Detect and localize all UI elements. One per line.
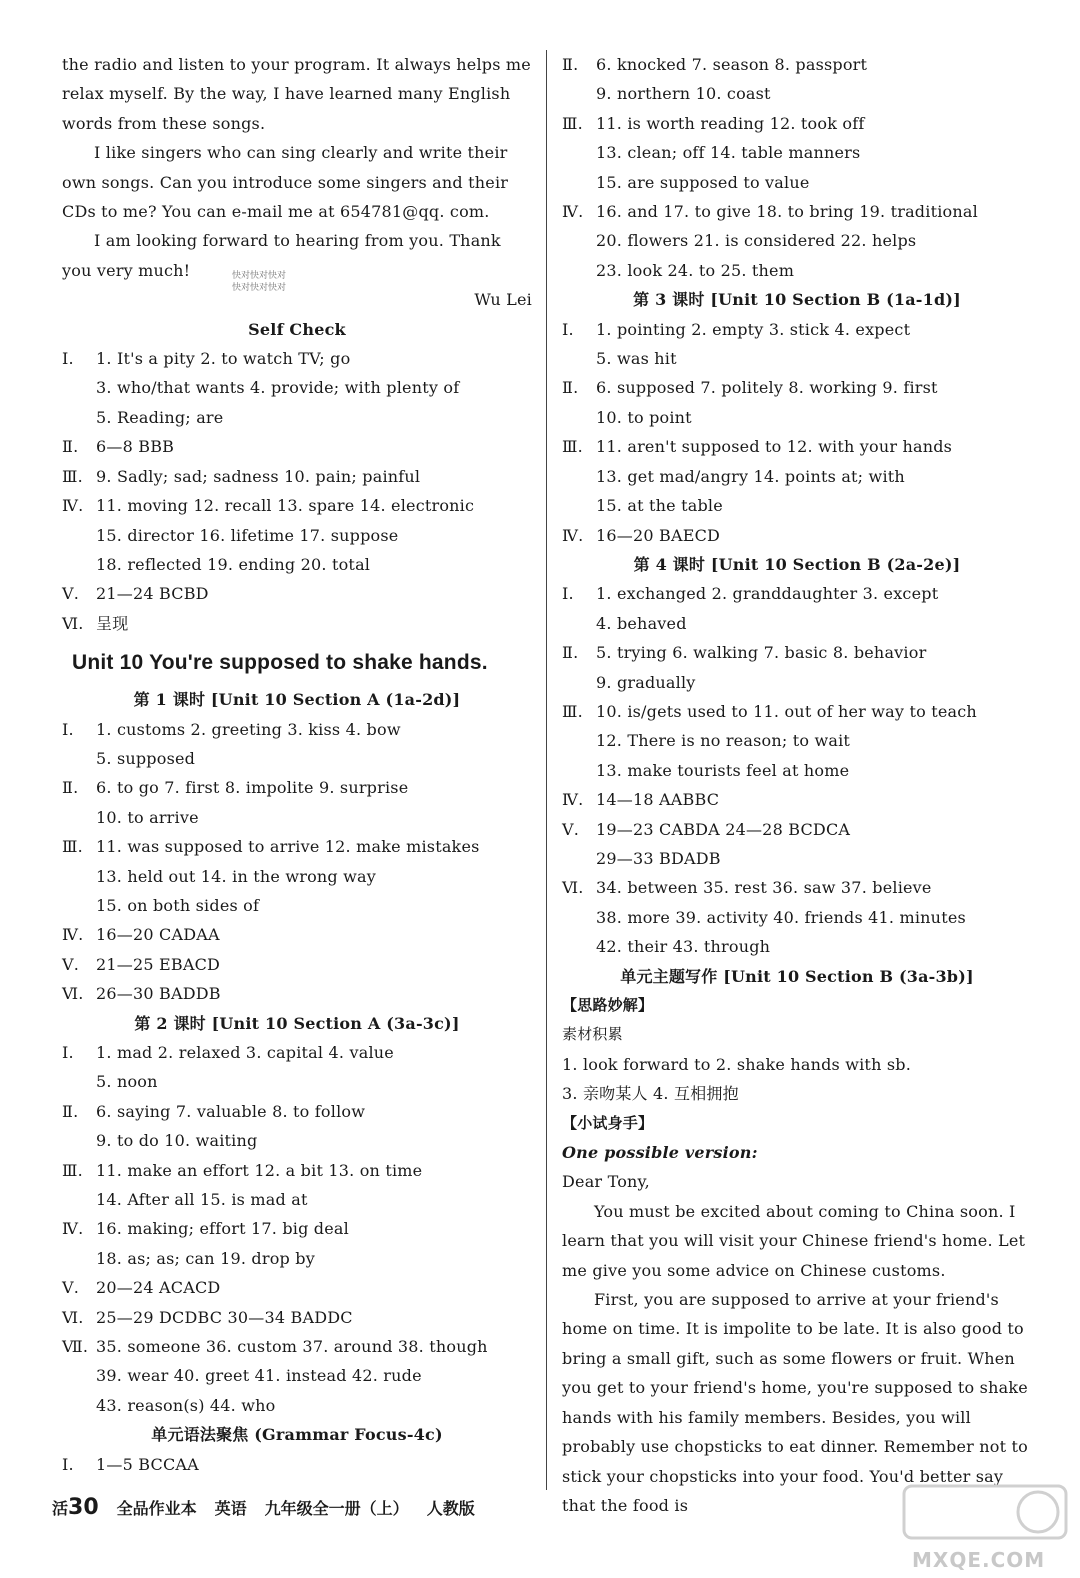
answer-text: 13. clean; off 14. table manners bbox=[596, 143, 861, 163]
answer-line bbox=[62, 521, 532, 550]
answer-text: 1. pointing 2. empty 3. stick 4. expect bbox=[596, 319, 911, 339]
letter-paragraph-3: I am looking forward to hearing from you. Thank you very much! bbox=[62, 231, 501, 280]
answer-line bbox=[562, 462, 1032, 491]
exercise-number: Ⅳ. bbox=[562, 202, 584, 222]
answer-text: 10. to point bbox=[596, 407, 692, 427]
answer-line bbox=[62, 715, 532, 744]
exercise-number: Ⅲ. bbox=[62, 466, 83, 486]
stamp-line-2: 快对快对快对 bbox=[232, 283, 287, 293]
answer-text: 13. make tourists feel at home bbox=[596, 760, 850, 780]
exercise-number: Ⅱ. bbox=[62, 1101, 79, 1121]
answer-text: 39. wear 40. greet 41. instead 42. rude bbox=[96, 1366, 422, 1386]
answer-line bbox=[62, 1156, 532, 1185]
version-label: One possible version: bbox=[562, 1143, 758, 1163]
exercise-number: Ⅴ. bbox=[562, 819, 580, 839]
answer-line bbox=[562, 785, 1032, 814]
exercise-number bbox=[562, 932, 596, 961]
exercise-number bbox=[62, 1126, 96, 1155]
answer-line bbox=[562, 579, 1032, 608]
answer-text: 11. is worth reading 12. took off bbox=[596, 113, 865, 133]
exercise-number: Ⅱ. bbox=[62, 437, 79, 457]
material-header: 素材积累 bbox=[562, 1025, 623, 1044]
exercise-number bbox=[562, 226, 596, 255]
exercise-number: Ⅴ. bbox=[62, 584, 80, 604]
exercise-number: Ⅳ. bbox=[62, 496, 84, 516]
letter-signature: Wu Lei bbox=[474, 290, 532, 310]
answer-line bbox=[62, 920, 532, 949]
answer-text: 21—24 BCBD bbox=[96, 584, 209, 604]
answer-text: 9. gradually bbox=[596, 672, 696, 692]
exercise-number: Ⅰ. bbox=[62, 719, 74, 739]
answer-text: 13. held out 14. in the wrong way bbox=[96, 866, 377, 886]
answer-line bbox=[562, 256, 1032, 285]
exercise-number bbox=[562, 344, 596, 373]
essay-paragraph-1: You must be excited about coming to China soon. I learn that you will visit your Chinese friend's home. Let me give you some advice on Chinese customs. bbox=[562, 1201, 1026, 1280]
exercise-number: Ⅰ. bbox=[62, 1454, 74, 1474]
answer-text: 5. trying 6. walking 7. basic 8. behavior bbox=[596, 643, 927, 663]
answer-text: 12. There is no reason; to wait bbox=[596, 731, 851, 751]
answer-text: 6. supposed 7. politely 8. working 9. first bbox=[596, 378, 938, 398]
exercise-number bbox=[62, 803, 96, 832]
answer-line bbox=[62, 1067, 532, 1096]
answer-line bbox=[62, 579, 532, 608]
answer-line bbox=[62, 550, 532, 579]
answer-line bbox=[562, 903, 1032, 932]
page-footer bbox=[52, 1495, 475, 1525]
exercise-number: Ⅰ. bbox=[562, 584, 574, 604]
answer-text: 20—24 ACACD bbox=[96, 1278, 221, 1298]
answer-text: 9. Sadly; sad; sadness 10. pain; painful bbox=[96, 466, 421, 486]
answer-text: 呈现 bbox=[96, 613, 129, 633]
answer-text: 20. flowers 21. is considered 22. helps bbox=[596, 231, 917, 251]
answer-line bbox=[62, 773, 532, 802]
answer-text: 15. director 16. lifetime 17. suppose bbox=[96, 525, 399, 545]
grammar-title: 单元语法聚焦 (Grammar Focus-4c) bbox=[151, 1425, 443, 1445]
answer-line bbox=[62, 1303, 532, 1332]
exercise-number: Ⅵ. bbox=[62, 1307, 84, 1327]
exercise-number bbox=[62, 1185, 96, 1214]
answer-line bbox=[562, 491, 1032, 520]
answer-text: 11. moving 12. recall 13. spare 14. electronic bbox=[96, 496, 475, 516]
idea-header: 【思路妙解】 bbox=[562, 996, 654, 1014]
exercise-number: Ⅰ. bbox=[62, 1043, 74, 1062]
answer-text: 26—30 BADDB bbox=[96, 984, 221, 1004]
answer-text: 15. on both sides of bbox=[96, 895, 260, 915]
lesson-4-title: 第 4 课时 [Unit 10 Section B (2a-2e)] bbox=[633, 554, 961, 574]
answer-text: 23. look 24. to 25. them bbox=[596, 260, 795, 280]
exercise-number: Ⅶ. bbox=[62, 1337, 89, 1357]
answer-line bbox=[62, 344, 532, 373]
answer-text: 13. get mad/angry 14. points at; with bbox=[596, 466, 905, 486]
answer-line bbox=[62, 979, 532, 1008]
left-column bbox=[62, 50, 532, 1490]
answer-text: 34. between 35. rest 36. saw 37. believe bbox=[596, 878, 932, 898]
answer-text: 5. was hit bbox=[596, 349, 677, 369]
exercise-number: Ⅴ. bbox=[62, 954, 80, 974]
exercise-number bbox=[62, 1361, 96, 1390]
answer-line bbox=[62, 891, 532, 920]
answer-line bbox=[562, 815, 1032, 844]
exercise-number bbox=[62, 1244, 96, 1273]
answer-line bbox=[62, 803, 532, 832]
answer-line bbox=[62, 862, 532, 891]
exercise-number: Ⅱ. bbox=[562, 55, 579, 74]
material-line-2: 3. 亲吻某人 4. 互相拥抱 bbox=[562, 1084, 739, 1104]
exercise-number bbox=[562, 138, 596, 167]
stamp-line-1: 快对快对快对 bbox=[232, 271, 287, 281]
exercise-number: Ⅱ. bbox=[562, 643, 579, 663]
grammar-list bbox=[62, 1450, 532, 1479]
answer-line bbox=[562, 50, 1032, 79]
answer-line bbox=[562, 756, 1032, 785]
answer-text: 10. is/gets used to 11. out of her way to teach bbox=[596, 701, 977, 721]
answer-line bbox=[562, 638, 1032, 667]
answer-text: 14—18 AABBC bbox=[596, 790, 720, 810]
answer-text: 6—8 BBB bbox=[96, 437, 175, 457]
answer-text: 11. make an effort 12. a bit 13. on time bbox=[96, 1160, 423, 1180]
answer-line bbox=[562, 609, 1032, 638]
answer-text: 11. aren't supposed to 12. with your hands bbox=[596, 437, 953, 457]
answer-line bbox=[562, 373, 1032, 402]
lesson-3-title: 第 3 课时 [Unit 10 Section B (1a-1d)] bbox=[633, 290, 961, 310]
answer-text: 21—25 EBACD bbox=[96, 954, 221, 974]
answer-line bbox=[562, 873, 1032, 902]
exercise-number: Ⅰ. bbox=[62, 349, 74, 369]
answer-text: 1—5 BCCAA bbox=[96, 1454, 199, 1474]
exercise-number bbox=[62, 403, 96, 432]
self-check-list bbox=[62, 344, 532, 638]
answer-line bbox=[62, 1332, 532, 1361]
lesson-2-title: 第 2 课时 [Unit 10 Section A (3a-3c)] bbox=[134, 1013, 460, 1033]
answer-text: 6. saying 7. valuable 8. to follow bbox=[96, 1101, 366, 1121]
unit-title: Unit 10 You're supposed to shake hands. bbox=[72, 651, 488, 675]
answer-text: 16—20 CADAA bbox=[96, 925, 220, 945]
answer-line bbox=[562, 668, 1032, 697]
exercise-number: Ⅰ. bbox=[562, 319, 574, 339]
exercise-number: Ⅱ. bbox=[62, 778, 79, 798]
grammar-continued-list bbox=[562, 50, 1032, 285]
exercise-number bbox=[562, 726, 596, 755]
answer-text: 5. noon bbox=[96, 1072, 158, 1092]
exercise-number: Ⅳ. bbox=[62, 925, 84, 945]
footer-page-number bbox=[52, 1495, 99, 1520]
exercise-number: Ⅱ. bbox=[562, 378, 579, 398]
answer-text: 11. was supposed to arrive 12. make mistakes bbox=[96, 837, 480, 857]
answer-line bbox=[562, 403, 1032, 432]
answer-text: 9. to do 10. waiting bbox=[96, 1131, 258, 1151]
exercise-number bbox=[62, 1391, 96, 1420]
exercise-number bbox=[562, 844, 596, 873]
exercise-number: Ⅳ. bbox=[562, 525, 584, 545]
self-check-title: Self Check bbox=[248, 319, 346, 339]
answer-text: 3. who/that wants 4. provide; with plenty of bbox=[96, 378, 460, 398]
answer-text: 18. reflected 19. ending 20. total bbox=[96, 554, 371, 574]
answer-line bbox=[62, 1097, 532, 1126]
answer-line bbox=[562, 344, 1032, 373]
exercise-number bbox=[62, 373, 96, 402]
exercise-number bbox=[562, 609, 596, 638]
exercise-number: Ⅲ. bbox=[62, 1160, 83, 1180]
answer-text: 42. their 43. through bbox=[596, 937, 771, 957]
answer-text: 16. and 17. to give 18. to bring 19. traditional bbox=[596, 202, 978, 222]
essay-paragraph-2: First, you are supposed to arrive at your friend's home on time. It is impolite to be late. It is also good to bring a small gift, such as some flowers or fruit. When you get to your friend's home, you're supposed to shake hands with his family members. Besides, you will probably use chopsticks to eat dinner. Remember not to stick your chopsticks into your food. You'd better say that the food is bbox=[562, 1290, 1028, 1515]
answer-line bbox=[62, 491, 532, 520]
answer-text: 4. behaved bbox=[596, 613, 687, 633]
essay-greeting: Dear Tony, bbox=[562, 1172, 650, 1192]
exercise-number bbox=[562, 79, 596, 108]
answer-line bbox=[562, 109, 1032, 138]
exercise-number bbox=[62, 550, 96, 579]
exercise-number bbox=[562, 903, 596, 932]
answer-line bbox=[62, 950, 532, 979]
answer-text: 5. Reading; are bbox=[96, 407, 224, 427]
answer-line bbox=[562, 521, 1032, 550]
letter-paragraph-1: the radio and listen to your program. It always helps me relax myself. By the way, I have learned many English words from these songs. bbox=[62, 55, 531, 133]
exercise-number bbox=[562, 403, 596, 432]
exercise-number: Ⅲ. bbox=[562, 701, 583, 721]
right-column bbox=[562, 50, 1032, 1515]
exercise-number bbox=[562, 462, 596, 491]
exercise-number bbox=[62, 891, 96, 920]
exercise-number: Ⅳ. bbox=[562, 790, 584, 810]
answer-text: 25—29 DCDBC 30—34 BADDC bbox=[96, 1307, 353, 1327]
letter-paragraph-2: I like singers who can sing clearly and write their own songs. Can you introduce some singers and their CDs to me? You can e-mail me at 654781@qq. com. bbox=[62, 143, 509, 222]
exercise-number bbox=[562, 756, 596, 785]
answer-text: 16—20 BAECD bbox=[596, 525, 721, 545]
answer-line bbox=[562, 226, 1032, 255]
answer-line bbox=[62, 744, 532, 773]
answer-line bbox=[62, 1185, 532, 1214]
answer-text: 15. are supposed to value bbox=[596, 172, 810, 192]
logo-text: MXQE.COM bbox=[912, 1548, 1046, 1572]
answer-line bbox=[62, 373, 532, 402]
answer-line bbox=[62, 1391, 532, 1420]
answer-text: 35. someone 36. custom 37. around 38. though bbox=[96, 1337, 488, 1357]
exercise-number bbox=[62, 862, 96, 891]
answer-text: 38. more 39. activity 40. friends 41. minutes bbox=[596, 907, 966, 927]
answer-text: 6. knocked 7. season 8. passport bbox=[596, 55, 868, 74]
lesson-2-list bbox=[62, 1038, 532, 1420]
answer-line bbox=[562, 197, 1032, 226]
footer-edition: 人教版 bbox=[426, 1499, 475, 1518]
answer-text: 5. supposed bbox=[96, 748, 196, 768]
answer-text: 14. After all 15. is mad at bbox=[96, 1190, 308, 1210]
answer-line bbox=[562, 168, 1032, 197]
answer-line bbox=[562, 315, 1032, 344]
footer-grade: 九年级全一册（上） bbox=[264, 1499, 409, 1518]
stamp-watermark bbox=[232, 270, 286, 294]
answer-text: 9. northern 10. coast bbox=[596, 84, 771, 104]
answer-text: 43. reason(s) 44. who bbox=[96, 1395, 276, 1415]
answer-line bbox=[62, 609, 532, 638]
footer-page-digits: 30 bbox=[68, 1495, 99, 1520]
answer-text: 1. exchanged 2. granddaughter 3. except bbox=[596, 584, 939, 604]
exercise-number bbox=[562, 668, 596, 697]
column-divider bbox=[546, 50, 547, 1490]
answer-line bbox=[62, 832, 532, 861]
answer-text: 1. It's a pity 2. to watch TV; go bbox=[96, 349, 351, 369]
answer-text: 18. as; as; can 19. drop by bbox=[96, 1248, 315, 1268]
answer-line bbox=[62, 1214, 532, 1243]
answer-text: 15. at the table bbox=[596, 496, 723, 516]
answer-line bbox=[562, 79, 1032, 108]
answer-line bbox=[562, 726, 1032, 755]
answer-line bbox=[562, 844, 1032, 873]
answer-line bbox=[62, 462, 532, 491]
footer-page-prefix: 活 bbox=[52, 1499, 69, 1518]
material-line-1: 1. look forward to 2. shake hands with sb. bbox=[562, 1054, 911, 1074]
answer-text: 6. to go 7. first 8. impolite 9. surprise bbox=[96, 778, 409, 798]
answer-line bbox=[62, 1038, 532, 1067]
exercise-number bbox=[62, 1067, 96, 1096]
lesson-1-list bbox=[62, 715, 532, 1009]
exercise-number: Ⅲ. bbox=[562, 437, 583, 457]
answer-line bbox=[562, 697, 1032, 726]
lesson-4-list bbox=[562, 579, 1032, 961]
answer-line bbox=[62, 1361, 532, 1390]
answer-text: 1. customs 2. greeting 3. kiss 4. bow bbox=[96, 719, 401, 739]
answer-line bbox=[562, 932, 1032, 961]
exercise-number: Ⅲ. bbox=[62, 837, 83, 857]
lesson-3-list bbox=[562, 315, 1032, 550]
lesson-1-title: 第 1 课时 [Unit 10 Section A (1a-2d)] bbox=[133, 690, 461, 710]
exercise-number: Ⅲ. bbox=[562, 113, 583, 133]
exercise-number: Ⅴ. bbox=[62, 1278, 80, 1298]
exercise-number: Ⅵ. bbox=[62, 984, 84, 1004]
answer-line bbox=[62, 1244, 532, 1273]
answer-text: 16. making; effort 17. big deal bbox=[96, 1219, 349, 1239]
exercise-number bbox=[562, 491, 596, 520]
exercise-number bbox=[562, 256, 596, 285]
answer-line bbox=[62, 1273, 532, 1302]
answer-line bbox=[62, 1126, 532, 1155]
answer-text: 1. mad 2. relaxed 3. capital 4. value bbox=[96, 1043, 394, 1062]
exercise-number: Ⅵ. bbox=[62, 613, 84, 633]
try-header: 【小试身手】 bbox=[562, 1113, 654, 1132]
exercise-number: Ⅳ. bbox=[62, 1219, 84, 1239]
answer-line bbox=[562, 138, 1032, 167]
exercise-number bbox=[62, 744, 96, 773]
answer-text: 10. to arrive bbox=[96, 807, 199, 827]
writing-title: 单元主题写作 [Unit 10 Section B (3a-3b)] bbox=[620, 966, 974, 986]
exercise-number bbox=[62, 521, 96, 550]
answer-line bbox=[62, 1450, 532, 1479]
exercise-number: Ⅵ. bbox=[562, 878, 584, 898]
answer-text: 29—33 BDADB bbox=[596, 848, 721, 868]
answer-line bbox=[562, 432, 1032, 461]
footer-book: 全品作业本 bbox=[116, 1499, 197, 1518]
answer-line bbox=[62, 403, 532, 432]
footer-subject: 英语 bbox=[214, 1499, 247, 1518]
answer-line bbox=[62, 432, 532, 461]
answer-text: 19—23 CABDA 24—28 BCDCA bbox=[596, 819, 851, 839]
exercise-number bbox=[562, 168, 596, 197]
